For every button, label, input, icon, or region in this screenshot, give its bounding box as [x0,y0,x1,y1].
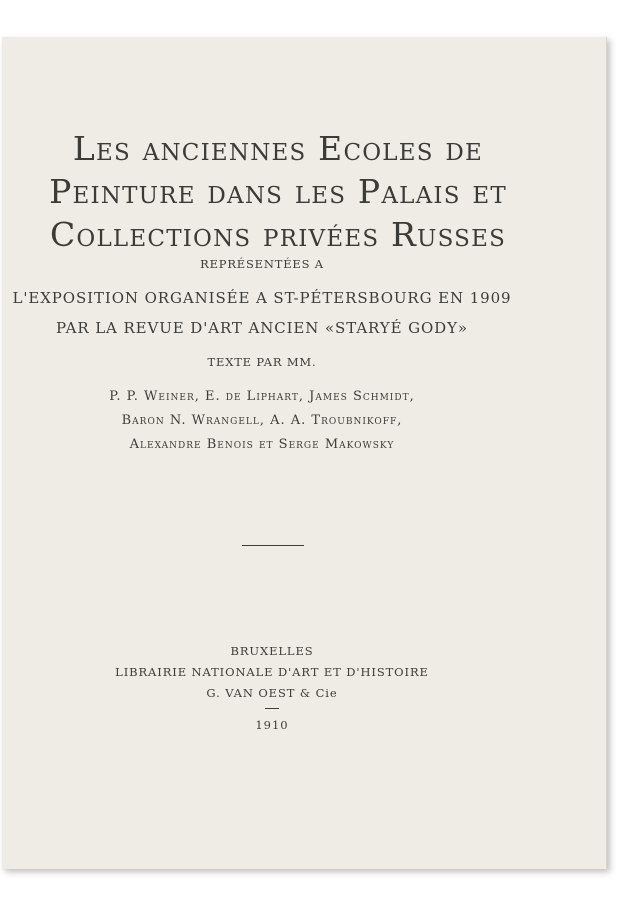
imprint-publisher: LIBRAIRIE NATIONALE D'ART ET D'HISTOIRE [115,665,429,679]
authors-line-1: P. P. Weiner, E. de Liphart, James Schmidt, [109,389,415,404]
authors-line-3: Alexandre Benois et Serge Makowsky [129,437,395,452]
book-title [38,127,518,256]
represented-line: REPRÉSENTÉES A [200,257,324,271]
divider-rule [242,545,304,546]
authors-line-2: Baron N. Wrangell, A. A. Troubnikoff, [121,413,403,428]
exposition-line: L'EXPOSITION ORGANISÉE A ST-PÉTERSBOURG EN 1909 [12,289,512,307]
imprint-year: 1910 [255,718,289,732]
imprint-small-rule [265,708,279,709]
title-line-1: Les anciennes Ecoles de [72,129,484,168]
title-page [2,37,607,869]
authors-block [62,385,462,457]
imprint-firm: G. VAN OEST & Cie [206,686,338,700]
title-line-3: Collections privées Russes [49,215,507,254]
title-line-2: Peinture dans les Palais et [49,172,507,211]
texte-par-line: TEXTE PAR MM. [207,355,317,369]
revue-line: PAR LA REVUE D'ART ANCIEN «STARYÉ GODY» [55,319,468,337]
imprint-block [2,641,542,736]
imprint-city: BRUXELLES [230,644,314,658]
